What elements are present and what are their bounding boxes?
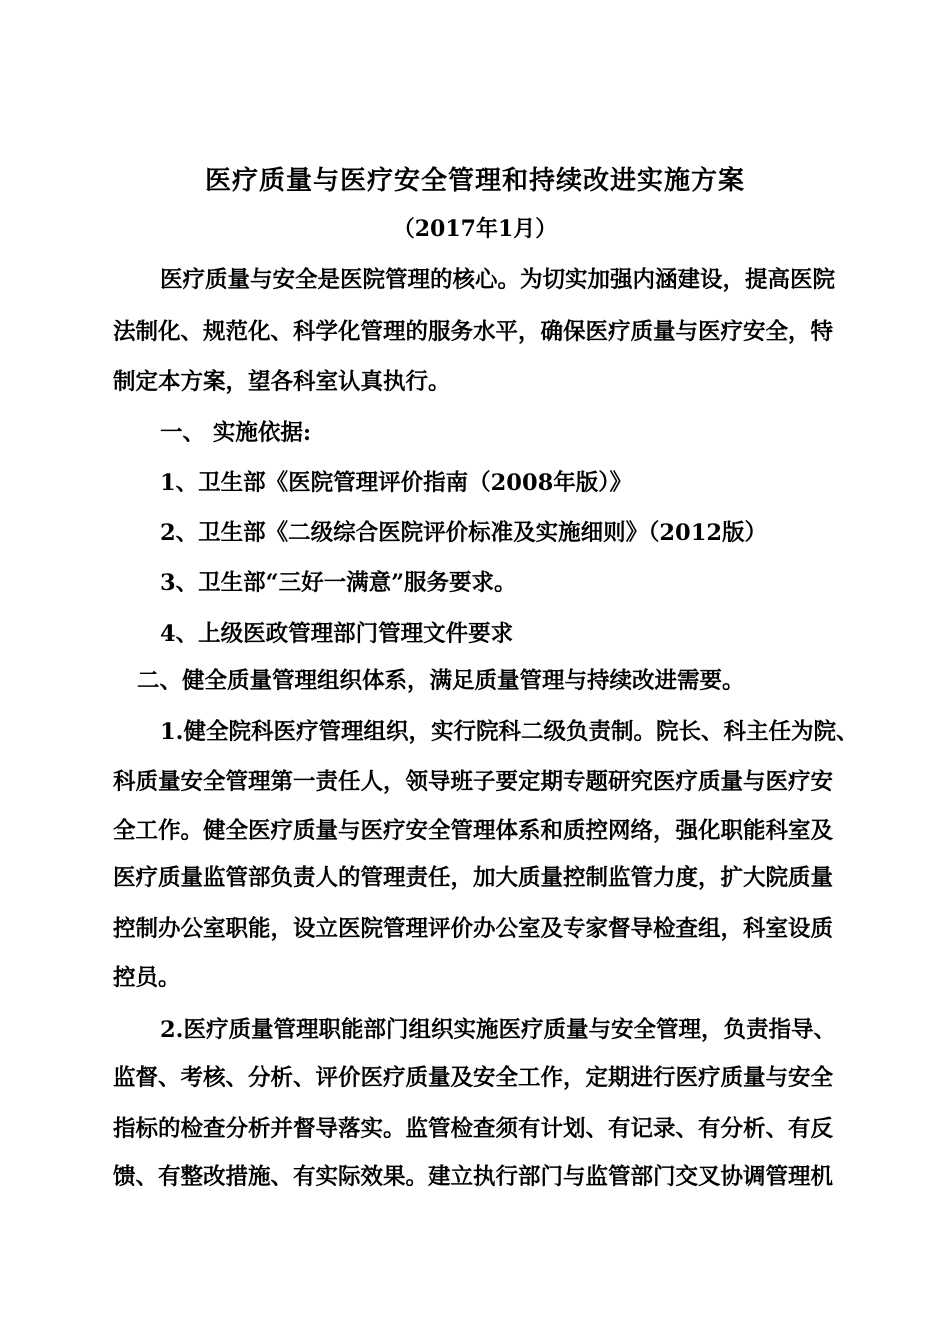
basis-item-1: 1、卫生部《医院管理评价指南（2008年版）》 [160, 470, 633, 496]
body-line-2: 法制化、规范化、科学化管理的服务水平，确保医疗质量与医疗安全，特 [113, 319, 834, 345]
body-line-3: 制定本方案，望各科室认真执行。 [113, 369, 451, 395]
body-line-10: 2.医疗质量管理职能部门组织实施医疗质量与安全管理，负责指导、 [160, 1017, 836, 1043]
document-date: （2017年1月） [392, 216, 558, 242]
body-line-13: 馈、有整改措施、有实际效果。建立执行部门与监管部门交叉协调管理机 [113, 1164, 834, 1190]
section-heading-organization: 二、健全质量管理组织体系，满足质量管理与持续改进需要。 [137, 668, 745, 694]
body-line-4: 1.健全院科医疗管理组织，实行院科二级负责制。院长、科主任为院、 [160, 719, 859, 745]
body-line-6: 全工作。健全医疗质量与医疗安全管理体系和质控网络，强化职能科室及 [113, 818, 834, 844]
body-line-7: 医疗质量监管部负责人的管理责任，加大质量控制监管力度，扩大院质量 [113, 865, 834, 891]
body-line-8: 控制办公室职能，设立医院管理评价办公室及专家督导检查组，科室设质 [113, 916, 834, 942]
basis-item-2: 2、卫生部《二级综合医院评价标准及实施细则》（2012版） [160, 520, 768, 546]
body-line-5: 科质量安全管理第一责任人，领导班子要定期专题研究医疗质量与医疗安 [113, 769, 834, 795]
section-heading-basis: 一、 实施依据: [160, 420, 312, 446]
basis-item-4: 4、上级医政管理部门管理文件要求 [160, 621, 514, 647]
basis-item-3: 3、卫生部“三好一满意”服务要求。 [160, 570, 517, 596]
document-title: 医疗质量与医疗安全管理和持续改进实施方案 [204, 166, 745, 196]
body-line-9: 控员。 [113, 965, 181, 991]
body-line-1: 医疗质量与安全是医院管理的核心。为切实加强内涵建设，提高医院 [160, 267, 836, 293]
body-line-11: 监督、考核、分析、评价医疗质量及安全工作，定期进行医疗质量与安全 [113, 1065, 834, 1091]
body-line-12: 指标的检查分析并督导落实。监管检查须有计划、有记录、有分析、有反 [113, 1116, 834, 1142]
